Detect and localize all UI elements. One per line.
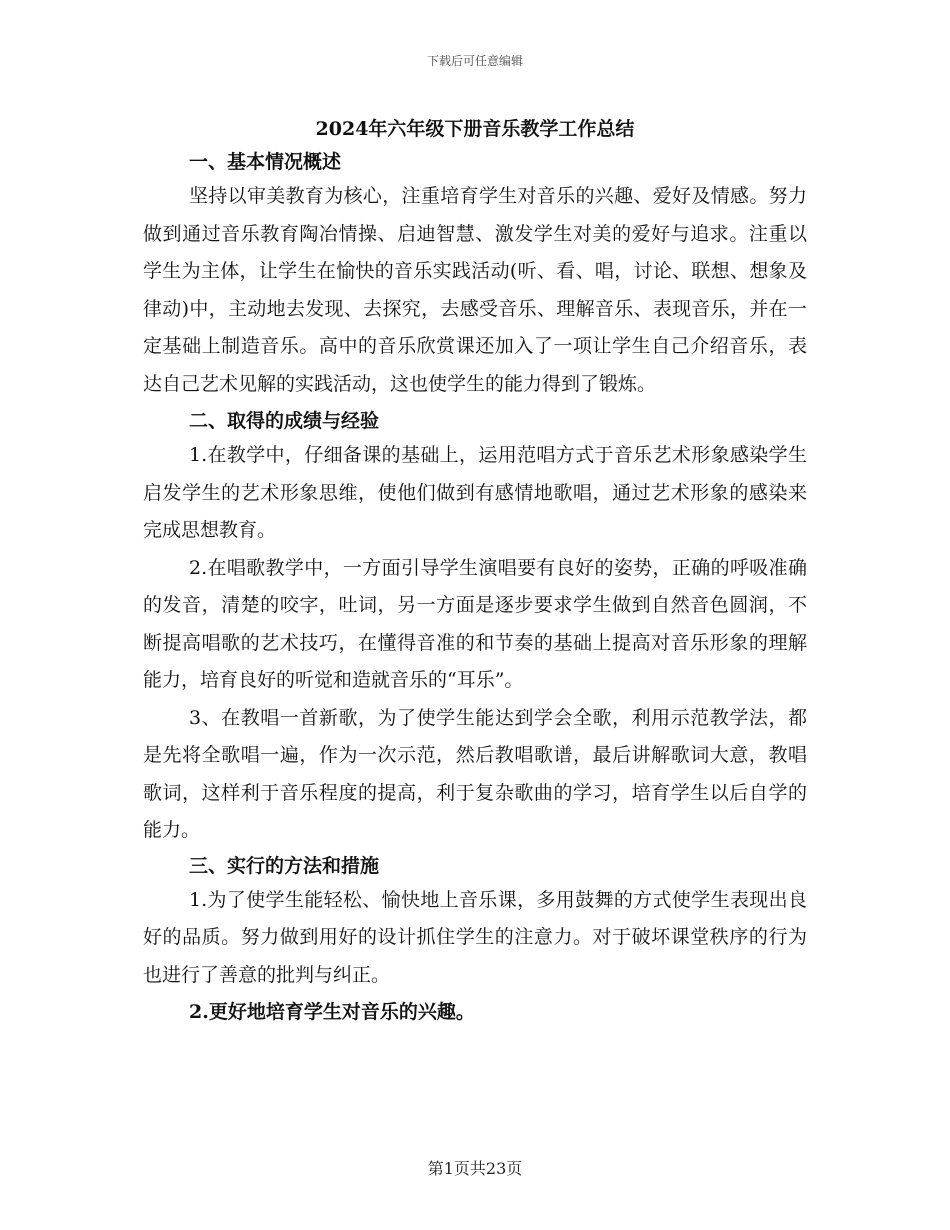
paragraph-achievement-3: 3、在教唱一首新歌，为了使学生能达到学会全歌，利用示范教学法，都是先将全歌唱一遍，作为一次示范，然后教唱歌谱，最后讲解歌词大意，教唱歌词，这样利于音乐程度的提高，利于复杂歌曲的学习，培育学生以后自学的能力。 (143, 706, 807, 841)
paragraph-overview: 坚持以审美教育为核心，注重培育学生对音乐的兴趣、爱好及情感。努力做到通过音乐教育陶冶情操、启迪智慧、激发学生对美的爱好与追求。注重以学生为主体，让学生在愉快的音乐实践活动(听、看、唱，讨论、联想、想象及律动)中，主动地去发现、去探究，去感受音乐、理解音乐、表现音乐，并在一定基础上制造音乐。高中的音乐欣赏课还加入了一项让学生自己介绍音乐，表达自己艺术见解的实践活动，这也使学生的能力得到了锻炼。 (143, 185, 807, 395)
paragraph-method-1: 1.为了使学生能轻松、愉快地上音乐课，多用鼓舞的方式使学生表现出良好的品质。努力做到用好的设计抓住学生的注意力。对于破坏课堂秩序的行为也进行了善意的批判与纠正。 (143, 888, 807, 986)
paragraph-achievement-2: 2.在唱歌教学中，一方面引导学生演唱要有良好的姿势，正确的呼吸准确的发音，清楚的咬字，吐词，另一方面是逐步要求学生做到自然音色圆润，不断提高唱歌的艺术技巧，在懂得音准的和节奏的基础上提高对音乐形象的理解能力，培育良好的听觉和造就音乐的“耳乐”。 (143, 556, 807, 691)
section-heading-basic-overview: 一、基本情况概述 (189, 151, 342, 173)
paragraph-achievement-1: 1.在教学中，仔细备课的基础上，运用范唱方式于音乐艺术形象感染学生启发学生的艺术形象思维，使他们做到有感情地歌唱，通过艺术形象的感染来完成思想教育。 (143, 444, 807, 541)
page-header: 下载后可任意编辑 (426, 54, 523, 68)
document-title: 2024年六年级下册音乐教学工作总结 (315, 118, 635, 140)
section-heading-methods: 三、实行的方法和措施 (189, 854, 380, 877)
section-heading-achievements: 二、取得的成绩与经验 (189, 410, 380, 432)
page-footer: 第1页共23页 (427, 1159, 523, 1178)
paragraph-method-2: 2.更好地培育学生对音乐的兴趣。 (189, 1001, 475, 1023)
document-body (143, 146, 807, 1032)
